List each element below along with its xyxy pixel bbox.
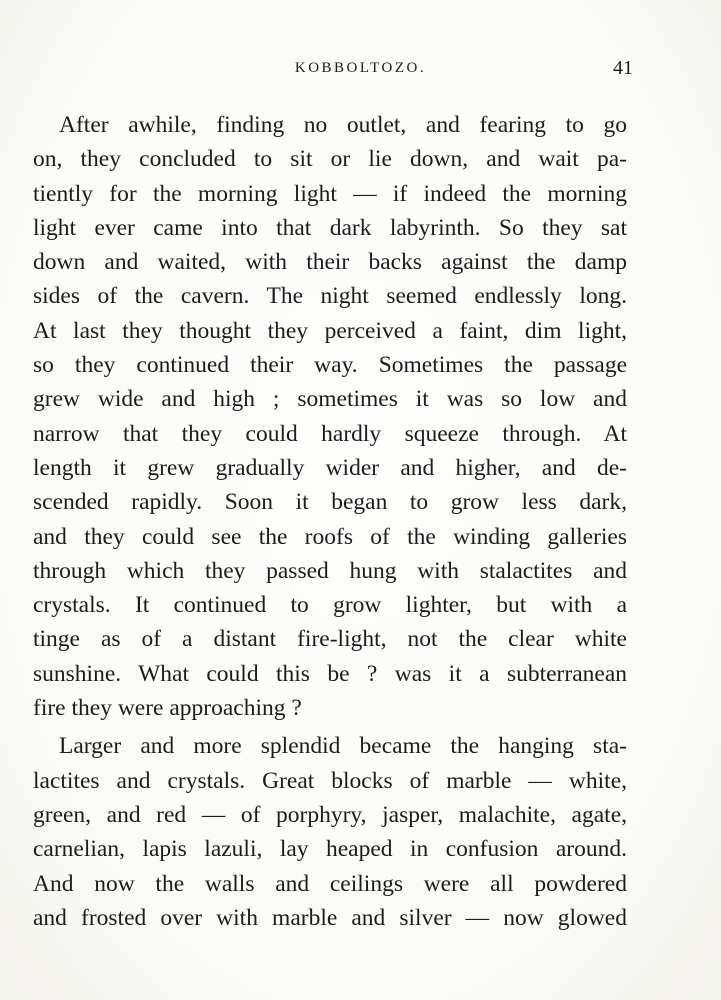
- text-line: Larger and more splendid became the hanging sta-: [59, 733, 627, 760]
- text-line: scended rapidly. Soon it began to grow less dark,: [33, 489, 627, 516]
- running-head: [0, 55, 721, 81]
- text-line: light ever came into that dark labyrinth. So they sat: [33, 214, 627, 241]
- text-line: sunshine. What could this be ? was it a subterranean: [33, 660, 627, 687]
- text-line: through which they passed hung with stalactites and: [33, 557, 627, 584]
- text-line: length it grew gradually wider and higher, and de-: [33, 454, 627, 481]
- text-line: crystals. It continued to grow lighter, but with a: [33, 592, 627, 619]
- text-line: After awhile, finding no outlet, and fearing to go: [59, 112, 627, 138]
- paragraph: [33, 729, 627, 935]
- text-line: At last they thought they perceived a faint, dim light,: [33, 317, 627, 344]
- running-title: KOBBOLTOZO.: [294, 60, 427, 76]
- text-line: down and waited, with their backs against the damp: [33, 249, 627, 276]
- text-line: green, and red — of porphyry, jasper, malachite, agate,: [33, 801, 627, 828]
- text-line: carnelian, lapis lazuli, lay heaped in confusion around.: [33, 836, 627, 863]
- text-line: sides of the cavern. The night seemed endlessly long.: [33, 283, 627, 310]
- text-line: and they could see the roofs of the winding galleries: [33, 523, 627, 550]
- text-line: fire they were approaching ?: [33, 695, 302, 722]
- text-line: and frosted over with marble and silver — now glowed: [33, 904, 627, 931]
- body-text: [33, 108, 627, 935]
- text-line: so they continued their way. Sometimes the passage: [33, 352, 627, 379]
- text-line: lactites and crystals. Great blocks of marble — white,: [33, 767, 627, 794]
- text-line: tiently for the morning light — if indeed the morning: [33, 180, 627, 207]
- text-line: on, they concluded to sit or lie down, and wait pa-: [33, 146, 627, 173]
- text-line: tinge as of a distant fire-light, not the clear white: [33, 626, 627, 653]
- text-line: grew wide and high ; sometimes it was so low and: [33, 386, 627, 413]
- text-line: And now the walls and ceilings were all powdered: [33, 870, 627, 897]
- page-number: 41: [613, 57, 633, 79]
- text-line: narrow that they could hardly squeeze through. At: [33, 420, 627, 447]
- paragraph: [33, 108, 627, 725]
